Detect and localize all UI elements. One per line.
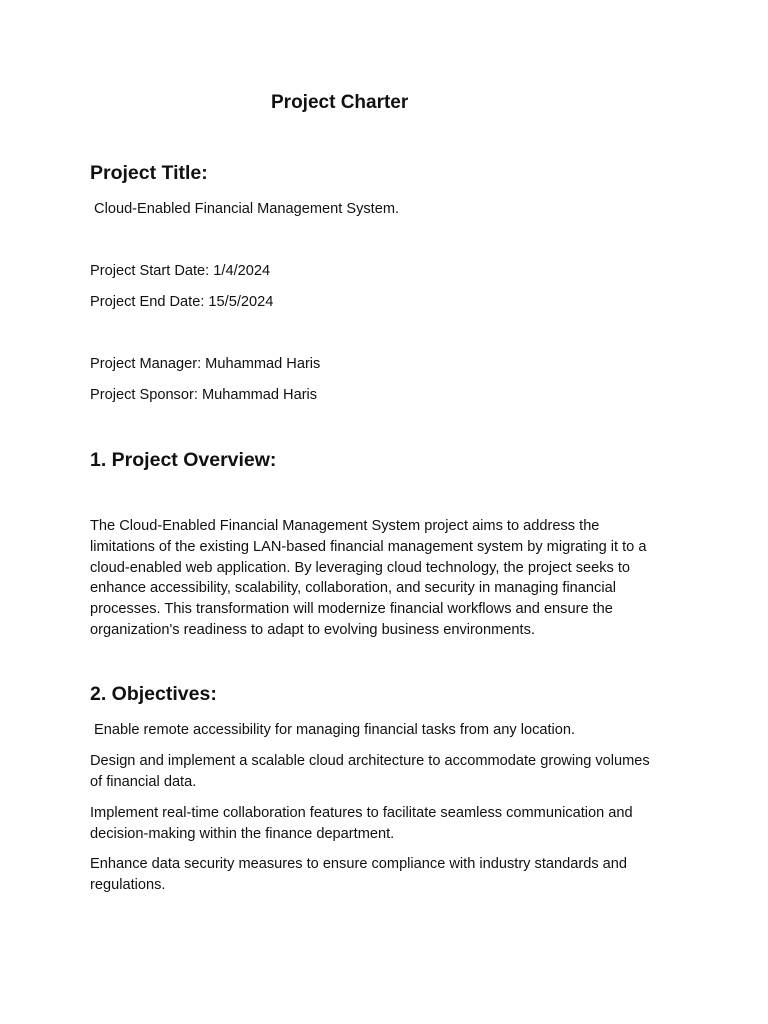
objective-line: Enhance data security measures to ensure compliance with industry standards and [90,856,628,872]
objective-item [90,720,680,741]
overview-heading: 1. Project Overview: [90,449,277,471]
objective-line: Design and implement a scalable cloud architecture to accommodate growing volumes [90,753,650,769]
objective-line: decision-making within the finance department. [90,825,395,842]
objective-item [90,854,680,896]
objective-item [90,751,680,793]
overview-paragraph [90,516,680,641]
objective-line: Implement real-time collaboration features to facilitate seamless communication and [90,805,633,821]
overview-line: organization's readiness to adapt to evolving business environments. [90,621,535,638]
objective-line: of financial data. [90,773,197,790]
document-title: Project Charter [271,92,409,113]
overview-line: cloud-enabled web application. By leveraging cloud technology, the project seeks to [90,559,631,576]
project-title-value: Cloud-Enabled Financial Management System. [90,201,400,217]
overview-line: processes. This transformation will modernize financial workflows and ensure the [90,601,613,618]
overview-line: limitations of the existing LAN-based financial management system by migrating it to a [90,538,647,555]
project-manager: Project Manager: Muhammad Haris [90,356,321,372]
overview-line: The Cloud-Enabled Financial Management System project aims to address the [90,518,600,534]
overview-line: enhance accessibility, scalability, collaboration, and security in managing financial [90,580,616,597]
objective-item [90,803,680,845]
project-start-date: Project Start Date: 1/4/2024 [90,263,271,279]
project-sponsor: Project Sponsor: Muhammad Haris [90,387,318,403]
project-title-heading: Project Title: [90,162,208,184]
objective-line: Enable remote accessibility for managing financial tasks from any location. [90,722,576,738]
objective-line: regulations. [90,876,166,893]
project-end-date: Project End Date: 15/5/2024 [90,294,274,310]
objectives-heading: 2. Objectives: [90,683,217,705]
